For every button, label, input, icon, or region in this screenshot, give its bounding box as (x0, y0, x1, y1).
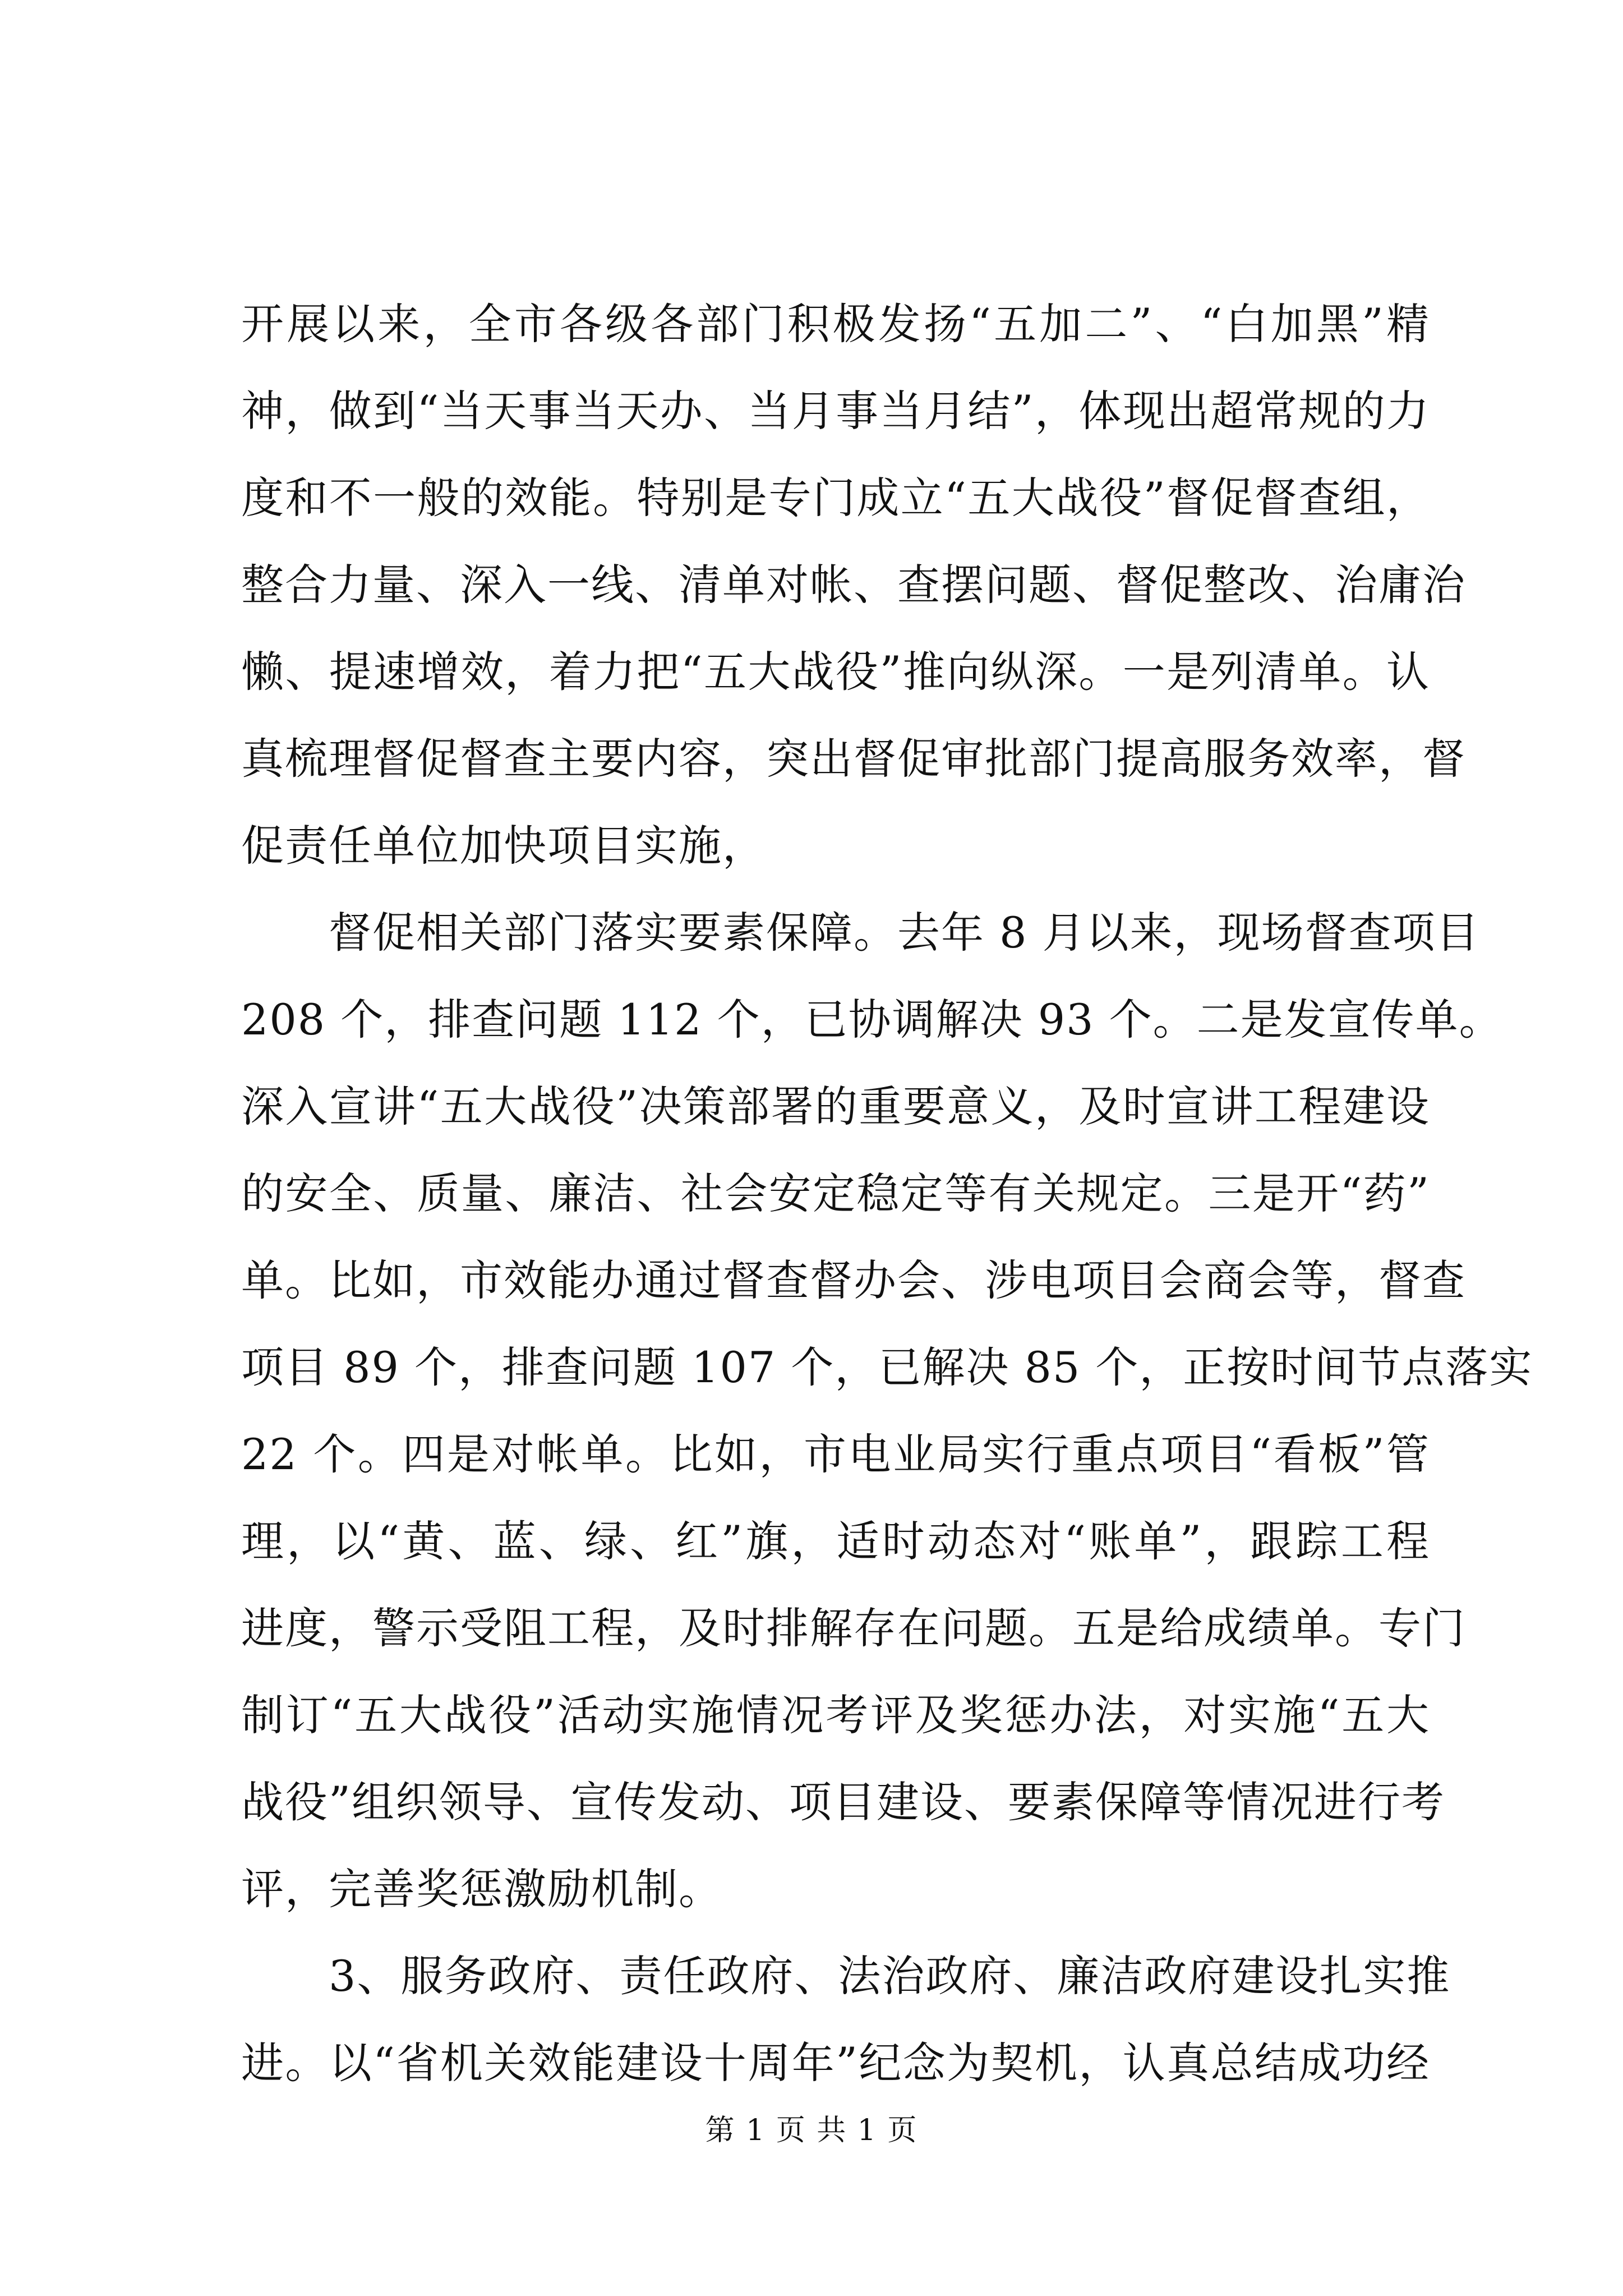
text-line: 度和不一般的效能。特别是专门成立“五大战役”督促督查组， (241, 473, 1430, 523)
paragraph-3 (241, 1932, 1451, 2106)
text-line: 神，做到“当天事当天办、当月事当月结”，体现出超常规的力 (241, 386, 1430, 436)
text-line: 单。比如，市效能办通过督查督办会、涉电项目会商会等，督查 (241, 1255, 1466, 1305)
text-line: 的安全、质量、廉洁、社会安定稳定等有关规定。三是开“药” (241, 1168, 1430, 1218)
text-line: 深入宣讲“五大战役”决策部署的重要意义，及时宣讲工程建设 (241, 1082, 1430, 1131)
text-line: 开展以来，全市各级各部门积极发扬“五加二”、“白加黑”精 (241, 299, 1430, 349)
document-body (241, 280, 1533, 2106)
text-line: 进。以“省机关效能建设十周年”纪念为契机，认真总结成功经 (241, 2038, 1430, 2088)
paragraph-2 (241, 889, 1533, 1932)
text-line: 3、服务政府、责任政府、法治政府、廉洁政府建设扎实推 (241, 1951, 1451, 2001)
text-line: 真梳理督促督查主要内容，突出督促审批部门提高服务效率，督 (241, 734, 1466, 784)
page-footer: 第 1 页 共 1 页 (705, 2114, 918, 2147)
text-line: 项目 89 个，排查问题 107 个，已解决 85 个，正按时间节点落实 (241, 1342, 1533, 1392)
text-line: 208 个，排查问题 112 个，已协调解决 93 个。二是发宣传单。 (241, 995, 1503, 1045)
text-line: 进度，警示受阻工程，及时排解存在问题。五是给成绩单。专门 (241, 1603, 1466, 1653)
text-line: 懒、提速增效，着力把“五大战役”推向纵深。一是列清单。认 (241, 647, 1430, 697)
text-line: 督促相关部门落实要素保障。去年 8 月以来，现场督查项目 (241, 908, 1480, 958)
text-line: 制订“五大战役”活动实施情况考评及奖惩办法，对实施“五大 (241, 1690, 1430, 1740)
text-line: 理，以“黄、蓝、绿、红”旗，适时动态对“账单”，跟踪工程 (241, 1516, 1430, 1566)
text-line: 整合力量、深入一线、清单对帐、查摆问题、督促整改、治庸治 (241, 560, 1466, 610)
text-line: 促责任单位加快项目实施， (241, 821, 766, 871)
text-line: 22 个。四是对帐单。比如，市电业局实行重点项目“看板”管 (241, 1429, 1430, 1479)
text-line: 评，完善奖惩激励机制。 (241, 1864, 722, 1914)
paragraph-1 (241, 280, 1466, 889)
text-line: 战役”组织领导、宣传发动、项目建设、要素保障等情况进行考 (241, 1777, 1445, 1827)
